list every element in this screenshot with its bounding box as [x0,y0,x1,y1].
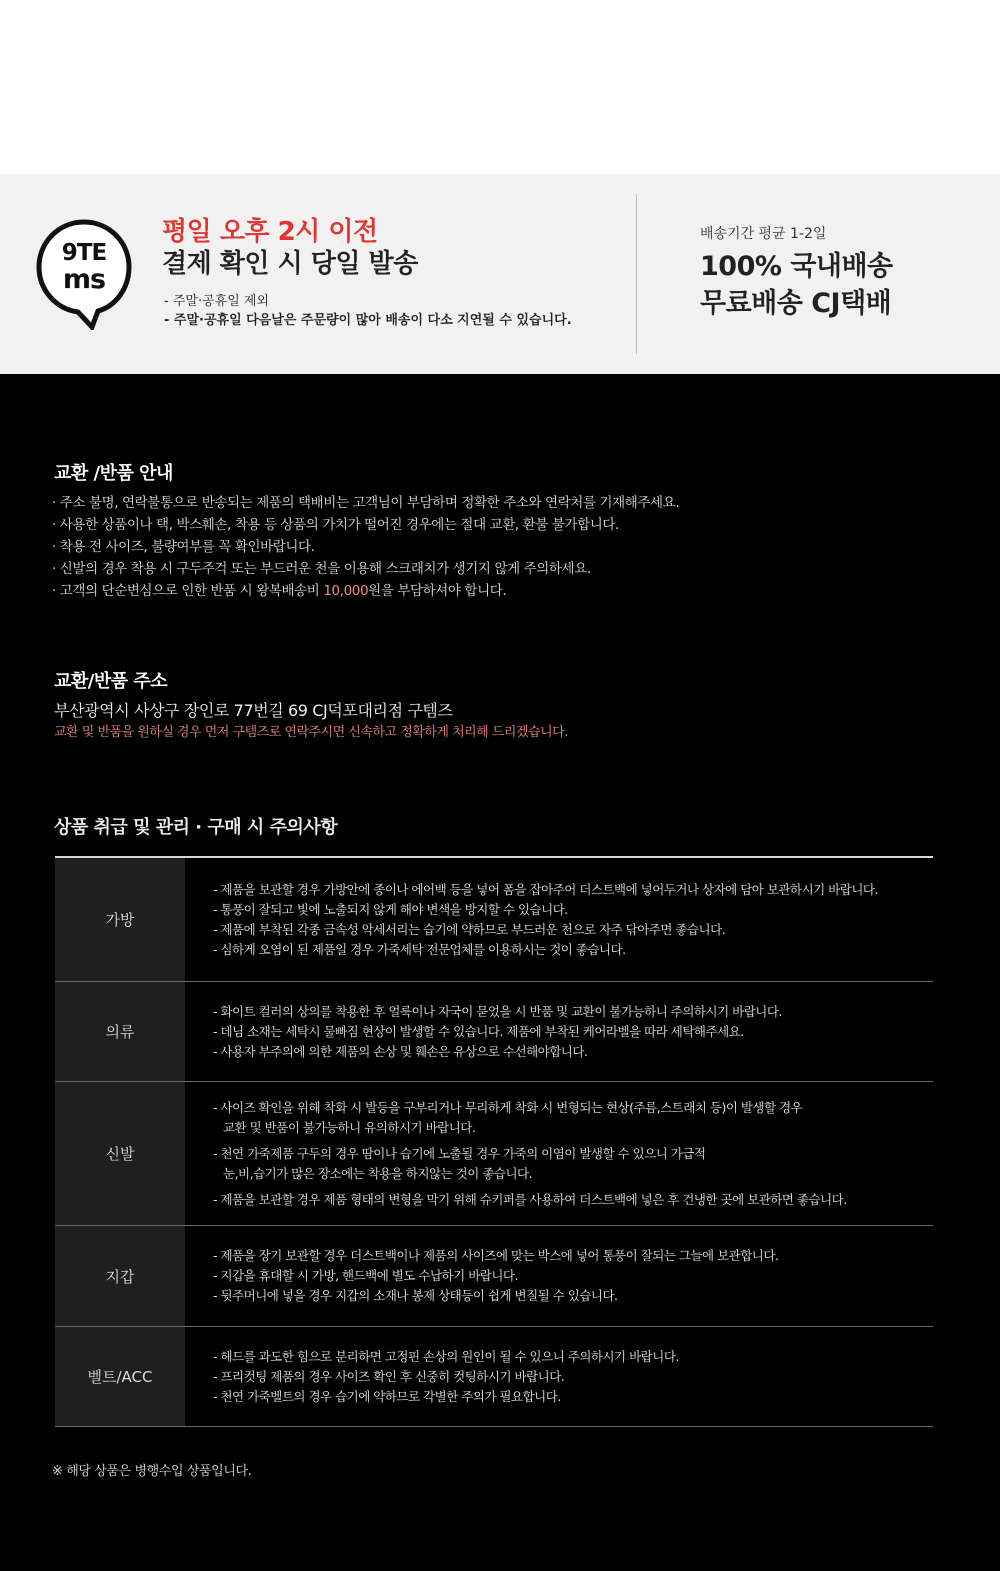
care-item: - 뒷주머니에 넣을 경우 지갑의 소재나 봉제 상태등이 쉽게 변질될 수 있습니다. [213,1288,618,1303]
domestic-shipping: 100% 국내배송 [700,251,893,282]
care-items [185,1082,933,1225]
free-shipping: 무료배송 CJ택배 [700,288,892,319]
care-row-bag [55,858,933,982]
care-item [213,1098,933,1138]
shipping-notes [164,292,572,330]
care-item-line: 교환 및 반품이 불가능하니 유의하시기 바랍니다. [223,1119,476,1135]
exchange-address-title: 교환/반품 주소 [54,671,168,692]
exchange-guide-item [52,580,679,602]
shipping-banner [0,174,1000,374]
exchange-guide-item: · 신발의 경우 착용 시 구두주걱 또는 부드러운 천을 이용해 스크래치가 생기지 않게 주의하세요. [52,561,591,577]
care-item: - 심하게 오염이 된 제품일 경우 가죽세탁 전문업체를 이용하시는 것이 좋습니다. [213,941,626,957]
care-row-shoes [55,1082,933,1226]
exchange-guide-item: · 사용한 상품이나 택, 박스훼손, 착용 등 상품의 가치가 떨어진 경우에는 절대 교환, 환불 불가합니다. [52,517,619,533]
care-items [185,858,933,981]
exchange-guide-list [52,492,679,602]
shipping-info [700,224,893,322]
care-row-belt-acc [55,1327,933,1427]
care-row-clothing [55,982,933,1082]
care-section-title: 상품 취급 및 관리 · 구매 시 주의사항 [54,817,338,838]
exchange-guide-title: 교환 /반품 안내 [54,463,173,484]
exchange-guide-item: · 착용 전 사이즈, 불량여부를 꼭 확인바랍니다. [52,539,315,555]
9items-logo-icon [36,218,132,330]
headline-same-day: 결제 확인 시 당일 발송 [162,249,418,279]
shipping-period: 배송기간 평균 1-2일 [700,226,827,242]
care-items [185,982,933,1081]
care-item: - 통풍이 잘되고 빛에 노출되지 않게 해야 변색을 방지할 수 있습니다. [213,901,568,917]
care-item: - 화이트 컬러의 상의를 착용한 후 얼룩이나 자국이 묻었을 시 반품 및 교환이 불가능하니 주의하시기 바랍니다. [213,1003,782,1019]
care-item: - 제품을 장기 보관할 경우 더스트백이나 제품의 사이즈에 맞는 박스에 넣어 통풍이 잘되는 그늘에 보관합니다. [213,1248,779,1263]
parallel-import-note: ※ 해당 상품은 병행수입 상품입니다. [52,1464,252,1479]
exchange-guide-item: · 주소 불명, 연락불통으로 반송되는 제품의 택배비는 고객님이 부담하며 정확한 주소와 연락처를 기재해주세요. [52,495,680,511]
care-item: - 제품을 보관할 경우 가방안에 종이나 에어백 등을 넣어 폼을 잡아주어 더스트백에 넣어두거나 상자에 담아 보관하시기 바랍니다. [213,881,878,897]
care-category: 벨트/ACC [55,1327,185,1426]
care-items [185,1226,933,1326]
care-category: 지갑 [55,1226,185,1326]
same-day-shipping-headline [162,216,418,280]
care-item: - 제품을 보관할 경우 제품 형태의 변형을 막기 위해 슈키퍼를 사용하여 더스트백에 넣은 후 건냉한 곳에 보관하면 좋습니다. [213,1191,847,1207]
care-item-line: 눈,비,습기가 많은 장소에는 착용을 하지않는 것이 좋습니다. [223,1165,533,1181]
logo-text-bottom: ms [62,264,106,295]
care-item: - 데님 소재는 세탁시 물빠짐 현상이 발생할 수 있습니다. 제품에 부착된 케어라벨을 따라 세탁해주세요. [213,1023,744,1039]
care-category: 가방 [55,858,185,981]
care-item: - 지갑을 휴대할 시 가방, 핸드백에 별도 수납하기 바랍니다. [213,1268,518,1283]
care-table [55,856,933,1427]
care-item-line: - 사이즈 확인을 위해 착화 시 발등을 구부리거나 무리하게 착화 시 변형되는 현상(주름,스트래치 등)이 발생할 경우 [213,1099,803,1115]
return-fee-suffix: 원을 부담하셔야 합니다. [368,583,507,599]
care-item [213,1144,933,1184]
care-category: 신발 [55,1082,185,1225]
care-item-line: - 천연 가죽제품 구두의 경우 땀이나 습기에 노출될 경우 가죽의 이염이 발생할 수 있으니 가급적 [213,1145,706,1161]
care-category: 의류 [55,982,185,1081]
shipping-note-delay: - 주말·공휴일 다음날은 주문량이 많아 배송이 다소 지연될 수 있습니다. [164,313,572,328]
top-blank-area [0,0,1000,174]
care-item: - 프리컷팅 제품의 경우 사이즈 확인 후 신중히 컷팅하시기 바랍니다. [213,1368,565,1384]
care-item: - 천연 가죽벨트의 경우 습기에 약하므로 각별한 주의가 필요합니다. [213,1388,561,1404]
care-item: - 헤드를 과도한 힘으로 분리하면 고정핀 손상의 원인이 될 수 있으니 주의하시기 바랍니다. [213,1348,679,1364]
care-item: - 제품에 부착된 각종 금속성 악세서리는 습기에 약하므로 부드러운 천으로 자주 닦아주면 좋습니다. [213,921,726,937]
care-row-wallet [55,1226,933,1327]
return-contact-note: 교환 및 반품을 원하실 경우 먼저 구템즈로 연락주시면 신속하고 정확하게 처리해 드리겠습니다. [54,725,568,740]
logo-text-top: 9TE [61,240,107,266]
shipping-note-weekend: - 주말·공휴일 제외 [164,294,269,309]
return-fee-prefix: · 고객의 단순변심으로 인한 반품 시 왕복배송비 [52,583,324,599]
return-address: 부산광역시 사상구 장인로 77번길 69 CJ덕포대리점 구템즈 [54,701,453,720]
headline-cutoff: 평일 오후 2시 이전 [162,217,378,247]
vertical-divider [636,194,637,354]
care-items [185,1327,933,1426]
care-item: - 사용자 부주의에 의한 제품의 손상 및 훼손은 유상으로 수선해야합니다. [213,1043,588,1059]
return-fee-amount: 10,000 [323,583,369,599]
